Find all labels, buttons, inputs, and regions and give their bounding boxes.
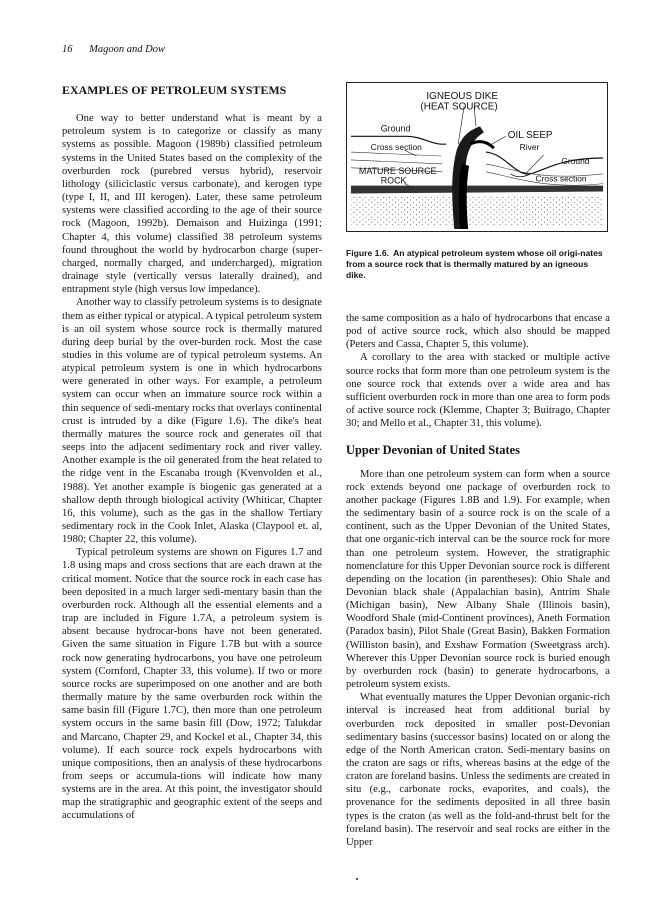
label-cross-section-left: Cross section <box>370 142 422 153</box>
stray-mark <box>356 878 358 880</box>
paragraph: A corollary to the area with stacked or multiple active source rocks that form more than one petroleum system is the one source rock that extends over a wide area and has sufficient overburden rock in more than one area to form pods of active source rock (Klemme, Chapter 3; Buitrago, Chapter 30; and Mello et al., Chapter 31, this volume). <box>346 352 610 430</box>
right-column <box>346 312 610 849</box>
paragraph: Typical petroleum systems are shown on Figures 1.7 and 1.8 using maps and cross sections that are each drawn at the critical moment. Notice that the source rock in each case has been deposited in a much larger sedi-mentary basin than the overburden rock. Although all the essential elements and a trap are included in Figure 1.7A, a petroleum system is absent because hydrocar-bons have not been generated. Given the same situation in Figure 1.7B but with a source rock now generating hydrocarbons, you have one petroleum system (Cornford, Chapter 33, this volume). If two or more source rocks are superimposed on one another and are both thermally mature by the same overburden rock within the same basin fill (Figure 1.7C), then more than one petroleum system occurs in the same basin fill (Dow, 1972; Talukdar and Marcano, Chapter 29, and Kockel et al., Chapter 34, this volume). If each source rock expels hydrocarbons with unique compositions, then an analysis of these hydrocarbons from seeps or accumula-tions will indicate how many systems are in the area. At this point, the investigator should map the stratigraphic and geographic extent of the seeps and accumulations of <box>62 547 322 822</box>
section-title: EXAMPLES OF PETROLEUM SYSTEMS <box>62 83 287 97</box>
label-mature-source: MATURE SOURCE <box>358 165 437 176</box>
paragraph: Another way to classify petroleum systems is to designate them as either typical or atypical. A typical petroleum system is an oil system whose source rock is thermally matured during deep burial by the over-burden rock. Most the case studies in this volume are of typical petroleum systems. An atypical petroleum system is one in which hydrocarbons were generated in other ways. For example, a petroleum system can occur when an immature source rock within a thin sequence of sedi-mentary rocks that overlays continental crust is intruded by a dike (Figure 1.6). The dike's heat thermally matures the source rock and generates oil that seeps into the adjacent sedimentary rock and river valley. Another example is the oil generated from the heat related to the ridge vent in the Escanaba trough (Kvenvolden et al., 1988). Yet another example is biogenic gas generated at a shallow depth through biological activity (Whiticar, Chapter 16, this volume), such as the gas in the shallow Tertiary sedimentary rock in the Cook Inlet, Alaska (Claypool et. al, 1980; Chapter 22, this volume). <box>62 297 322 546</box>
label-cross-section-right: Cross section <box>535 173 587 184</box>
figure-caption <box>346 248 608 281</box>
caption-text: An atypical petroleum system whose oil origi-nates from a source rock that is thermally matured by an igneous dike. <box>346 248 603 280</box>
label-rock: ROCK <box>380 175 407 186</box>
figure-1-6 <box>346 82 608 232</box>
source-rock-band <box>351 186 603 194</box>
caption-label: Figure 1.6. <box>346 248 389 258</box>
paragraph: One way to better understand what is meant by a petroleum system is to categorize or classify as many systems as possible. Magoon (1989b) classified petroleum systems in the United States based on the complexity of the overburden rock (purebred versus hybrid), reservoir lithology (siliciclastic versus carbonate), and kerogen type (type I, II, and III kerogen). Later, these same petroleum systems were classified according to the age of their source rock (Magoon, 1992b). Demaison and Huizinga (1991; Chapter 4, this volume) classified 38 petroleum systems found throughout the world by hydrocarbon charge (super-charged, normally charged, and undercharged), migration drainage style (vertically versus laterally drained), and entrapment style (high versus low impedance). <box>62 113 322 296</box>
label-dike: IGNEOUS DIKE <box>426 90 498 102</box>
label-river: River <box>519 142 540 153</box>
label-heat-source: (HEAT SOURCE) <box>420 101 498 113</box>
left-column <box>62 84 322 823</box>
cross-section-diagram <box>347 83 607 231</box>
basement-stipple <box>351 195 603 225</box>
paragraph: the same composition as a halo of hydrocarbons that encase a pod of active source rock, which also should be mapped (Peters and Cassa, Chapter 5, this volume). <box>346 313 610 351</box>
running-header <box>62 44 165 55</box>
paragraph: What eventually matures the Upper Devonian organic-rich interval is increased heat from additional burial by overburden rock deposited in smaller post-Devonian sedimentary basins (successor basins) located on or along the edge of the North American craton. Sedi-mentary basins on the craton are sags or rifts, whereas basins at the edge of the craton are foreland basins. Unless the sediments are created in situ (e.g., carbonate rocks, evaporites, and coals), the provenance for the sediments deposited in all three basin types is the craton (as well as the fold-and-thrust belt for the foreland basin). The reservoir and seal rocks are either in the Upper <box>346 692 610 848</box>
page-number: 16 <box>62 44 73 55</box>
subsection-title: Upper Devonian of United States <box>346 443 520 458</box>
label-ground-left: Ground <box>380 123 411 134</box>
label-oil-seep: OIL SEEP <box>507 130 553 142</box>
label-ground-right: Ground <box>561 155 590 166</box>
running-authors: Magoon and Dow <box>89 44 165 55</box>
oil-seep-path <box>470 142 494 149</box>
paragraph: More than one petroleum system can form when a source rock extends beyond one package of overburden rock to another package (Figures 1.8B and 1.9). For example, when the sedimentary basin of a source rock is on the scale of a continent, such as the Upper Devonian of the United States, that one organic-rich interval can be the source rock for more than one petroleum system. However, the stratigraphic nomenclature for this Upper Devonian source rock is different depending on the location (in parentheses): Ohio Shale and Devonian black shale (Appalachian basin), Antrim Shale (Michigan basin), New Albany Shale (Illinois basin), Woodford Shale (mid-Continent provinces), Aneth Formation (Paradox basin), Pilot Shale (Great Basin), Bakken Formation (Williston basin), and Exshaw Formation (Sweetgrass arch). Wherever this Upper Devonian source rock is buried enough by overburden rock (basin) to generate hydrocarbons, a petroleum system exists. <box>346 468 610 691</box>
